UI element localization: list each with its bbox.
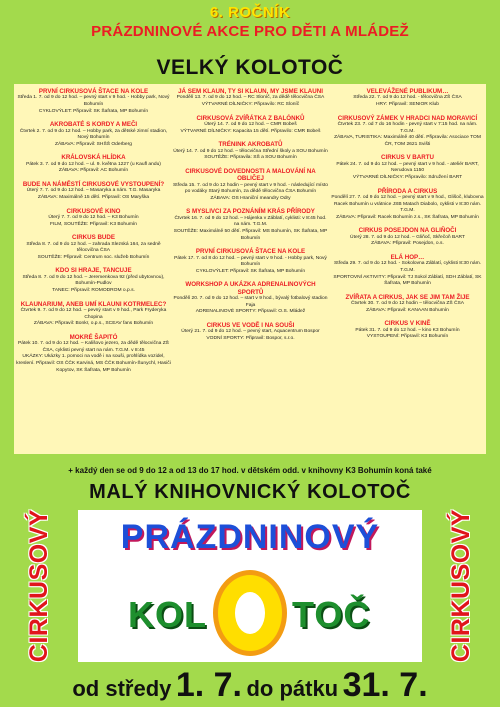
event-description: Úterý 7. 7. od 9 do 12 hod. – Masaryka a nám. T.G. Masaryka ZÁBAVA: Maximálně 15 dětí. Připravil: OS Maryška xyxy=(26,188,161,200)
event-description: Středa 22. 7. od 9 do 12 hod. - tělocvična ZŠ ČSA HRY: Připravil: SENIOR Klub xyxy=(353,95,462,107)
event-item xyxy=(330,115,485,149)
event-item xyxy=(16,154,171,175)
event-title: KLAUNARIUM, ANEB UMÍ KLAUNI KOTRMELEC? xyxy=(20,300,167,308)
event-item xyxy=(173,248,328,275)
events-column-1 xyxy=(16,88,171,380)
event-description: Čtvrtek 16. 7. od 9 do 12 hod. – Hájenka v Záblatí, cyklisti: v 8:45 hod. na nám. T.G.M. SOUTĚŽE: Maximálně 50 dětí. Připravil: MS Bohumín, SK Šafrata, MP Bohumín xyxy=(173,215,328,241)
event-description: Úterý 21. 7. od 9 do 12 hod. – pevný start, Aquacentrum Bospor VODNÍ SPORTY: Připravil: Bospor, s.r.o. xyxy=(181,329,320,341)
event-item xyxy=(330,227,485,248)
event-description: Pátek 10. 7. od 9 do 12 hod. – Kališovo jezero, za dědě tělocvična ZŠ ČSA, cyklisti pevný start na nám. T.G.M. v 8:45 UKÁZKY: Ukázky 1. pomoci na vodě i na souši, prohlídka vozidel, kreslení. Připravil: OS ČČK Karviná, MS ČČK Bohumín-Šunychl, Hasiči Kopytov, SK Šafrata, MP Bohumín xyxy=(16,341,171,373)
event-description: Úterý 7. 7. od 9 do 12 hod. – K3 Bohumín FILM, SOUTĚŽE: Připravil: K3 Bohumín xyxy=(48,214,139,227)
event-item xyxy=(173,168,328,203)
event-description: Středa 8. 7. od 9 do 12 hod. – Jeremenkova 92 (před ubytovnou), Bohumín-Pudlov TANEC: Připravil: ROMODROM o.p.s. xyxy=(22,274,165,293)
event-title: CIRKUS BUDE xyxy=(72,234,115,242)
event-item xyxy=(16,301,171,328)
event-description: Čtvrtek 9. 7. od 9 do 12 hod. – pevný start v 9 hod., Park Fryderyka Chopina ZÁBAVA: Připravil: Bonkr, o.p.s., SCEAV fans Bohumín xyxy=(20,307,167,327)
event-title: BUDE NA NÁMĚSTÍ CIRKUSOVÉ VYSTOUPENÍ? xyxy=(22,180,165,188)
event-title: KRÁLOVSKÁ HLÍDKA xyxy=(61,154,126,162)
event-description: Pátek 31. 7. od 9 do 12 hod. – kino K3 Bohumín VYSTOUPENÍ: Připravil: K3 Bohumín xyxy=(355,327,460,340)
edition-label: 6. ROČNÍK xyxy=(209,4,291,21)
event-item xyxy=(173,141,328,162)
event-item xyxy=(330,154,485,181)
date-from-label: od středy xyxy=(72,676,172,701)
event-description: Středa 15. 7. od 9 do 12 hodin – pevný start v 9 hod. - následující místo po vodáky Starý Bohumín, za dědě tělocvična ČSA Bohumín ZÁBAVA: OS Hraniční meandry Odry xyxy=(173,182,328,201)
event-description: Pátek 24. 7. od 9 do 12 hod. – pevný start v 9 hod. - ateliér BART, Nerudova 1150 VÝTVARNÉ DÍLNIČKY: Připravilo: Sdružení BART xyxy=(336,161,479,180)
event-title: VELEVÁŽENÉ PUBLIKUM… xyxy=(366,88,449,95)
event-title: ZVÍŘATA A CIRKUS, JAK SE JIM TAM ŽIJE xyxy=(345,293,470,301)
event-title: CIRKUS V BARTU xyxy=(381,154,434,162)
events-column-2 xyxy=(173,88,328,349)
event-item xyxy=(16,267,171,294)
event-title: JÁ SEM KLAUN, TY SI KLAUN, MY JSME KLAUNI xyxy=(178,88,323,95)
library-title: MALÝ KNIHOVNICKÝ KOLOTOČ xyxy=(89,481,411,503)
event-title: CIRKUSOVÝ ZÁMEK V HRADCI NAD MORAVICÍ xyxy=(337,114,478,122)
event-logo xyxy=(78,510,422,662)
event-title: TRÉNINK AKROBATŮ xyxy=(218,141,283,149)
event-item xyxy=(330,88,485,109)
library-note: + každý den se od 9 do 12 a od 13 do 17 hod. v dětském odd. v knihovny K3 Bohumín koná také xyxy=(68,466,432,475)
event-description: Úterý 28. 7. od 9 do 12 hod. – Gliňoč, Skřečoň BART ZÁBAVA: Připravil: Posejdon, o.s. xyxy=(350,234,465,247)
event-description: Úterý 14. 7. od 9 do 12 hod. – CMR Bobeš VÝTVARNÉ DÍLNIČKY: Kapacita 15 dětí. Připravilo: CMR Bobeš xyxy=(180,122,321,134)
event-description: Pondělí 13. 7. od 9 do 12 hod. – RC Sloníč, za dědě tělocvična ČSA VÝTVARNÉ DÍLNIČKY: Připravilo: RC Sloníč xyxy=(176,95,325,107)
event-item xyxy=(16,88,171,115)
date-to-label: do pátku xyxy=(246,676,339,701)
event-description: Čtvrtek 2. 7. od 9 do 12 hod. – Hobby park, za dětské zimní stadion, Nový Bohumín ZÁBAVA: Připravil: SHŠŠ Oderberg xyxy=(19,128,168,147)
logo-word-right: TOČ xyxy=(292,594,371,635)
side-text-right xyxy=(444,505,480,665)
events-column-3 xyxy=(330,88,485,347)
event-item xyxy=(173,88,328,109)
event-description: Pátek 3. 7. od 9 do 12 hod. – ul. 9. května 1227 (u Kaufl andu) ZÁBAVA: Připravil: AC Bohumín xyxy=(26,161,161,174)
event-description: Úterý 14. 7. od 9 do 12 hod. – tělocvična Střední školy a SOU Bohumín SOUTĚŽE: Připravila: SŠ a SOU Bohumín xyxy=(173,148,328,161)
event-item xyxy=(330,188,485,222)
event-item xyxy=(330,294,485,315)
event-description: Středa 1. 7. od 9 do 12 hod. – pevný start v 9 hod. - Hobby park, Nový Bohumín CYKLOVÝLET: Připravil: SK Šafrata, MP Bohumín xyxy=(17,95,170,114)
side-text-right-label: CIRKUSOVÝ xyxy=(447,508,476,662)
event-item xyxy=(173,115,328,136)
date-from: 1. 7. xyxy=(175,666,242,704)
logo-word-top: PRÁZDNINOVÝ xyxy=(120,518,380,556)
event-item xyxy=(330,320,485,341)
event-description: Pátek 17. 7. od 8 do 12 hod. – pevný start v 9 hod. - Hobby park, Nový Bohumín CYKLOVÝLET: Připravil: SK Šafrata, MP Bohumín xyxy=(174,255,327,274)
event-title: MOKRÉ ŠAPITÓ xyxy=(69,333,118,341)
event-title: CIRKUS V KINĚ xyxy=(384,320,431,328)
logo-word-left: KOL xyxy=(128,594,207,635)
poster-title: VELKÝ KOLOTOČ xyxy=(156,56,344,79)
event-description: Pondělí 20. 7. od 9 do 12 hod. – start v 9 hod., bývalý fotbalový stadion Faja ADRENALINOVÉ SPORTY: Připravil: O.S. Mládež xyxy=(173,296,328,315)
event-description: Středa 29. 7. od 9 do 12 hod. - Sokolovna Záblatí, cyklisti 8:30 nám. T.G.M. SPORTOVNÍ AKTIVITY: Připravil: TJ Sokol Záblatí, SDH Záblatí, SK Šafrata, MP Bohumín xyxy=(333,261,482,287)
event-item xyxy=(16,334,171,374)
event-title: WORKSHOP A UKÁZKA ADRENALINOVÝCH SPORTŮ xyxy=(185,281,316,296)
event-title: PRVNÍ CIRKUSOVÁ ŠTACE NA KOLE xyxy=(38,88,149,95)
event-title: AKROBATÉ S KORDY A MEČI xyxy=(49,121,138,129)
event-item xyxy=(173,208,328,242)
event-title: CIRKUSOVÁ ZVÍŘÁTKA Z BALÓNKŮ xyxy=(196,114,305,122)
date-range xyxy=(0,666,500,705)
event-description: Pondělí 27. 7. od 9 do 12 hod. – pevný start v 9 hod., Glišoč, klubovna Racek Bohumín u vrátnice JSB Matach Diabolo, cyklisti v 8:30 nám. T.G.M. ZÁBAVA: Připravil: Racek Bohumín z.s., SK Šafrata, MP Bohumín xyxy=(331,194,484,220)
event-item xyxy=(16,121,171,148)
event-title: CIRKUS VE VODĚ I NA SOUŠI xyxy=(206,321,295,329)
event-item xyxy=(173,281,328,316)
event-description: Středa 8. 7. od 9 do 12 hod. – zahrada Slezská 164, za sedně tělocvična ČSA SOUTĚŽE: Připravil: Centrum soc. služeb Bohumín xyxy=(26,241,161,260)
event-item xyxy=(16,208,171,229)
event-title: CIRKUSOVÉ DOVEDNOSTI A MALOVÁNÍ NA OBLIČEJ xyxy=(185,167,316,183)
poster-subtitle: PRÁZDNINOVÉ AKCE PRO DĚTI A MLÁDEŽ xyxy=(91,23,409,40)
event-title: S MYSLIVCI ZA POZNÁNÍM KRÁS PŘÍRODY xyxy=(186,208,315,216)
event-description: Čtvrtek 30. 7. od 9 do 12 hodin – tělocvična ZŠ ČSA ZÁBAVA: Připravil: KANAAN Bohumín xyxy=(350,301,465,313)
event-title: CIRKUSOVÉ KINO xyxy=(66,207,121,215)
event-title: CIRKUS POSEJDON NA GLIŇOČI xyxy=(358,227,457,235)
event-item xyxy=(173,322,328,343)
event-item xyxy=(16,181,171,202)
date-to: 31. 7. xyxy=(342,666,428,704)
event-item xyxy=(330,254,485,288)
event-title: KDO SI HRAJE, TANCUJE xyxy=(55,267,132,275)
event-title: PRVNÍ CIRKUSOVÁ ŠTACE NA KOLE xyxy=(195,248,306,256)
event-title: ELÁ HOP… xyxy=(390,253,425,261)
event-description: Čtvrtek 23. 7. od 7 do 16 hodin - pevný start v 7:15 hod. na nám. T.G.M. ZÁBAVA, TURISTIKA: Maximálně 40 dětí. Připravila: Asociace TOM ČR, TOM 2621 Svišti xyxy=(334,122,481,147)
logo-ring-icon xyxy=(213,570,287,656)
events-panel xyxy=(14,84,486,454)
event-item xyxy=(16,234,171,261)
side-text-left xyxy=(22,505,58,665)
side-text-left-label: CIRKUSOVÝ xyxy=(25,508,54,662)
event-title: PŘÍRODA A CIRKUS xyxy=(377,187,438,195)
